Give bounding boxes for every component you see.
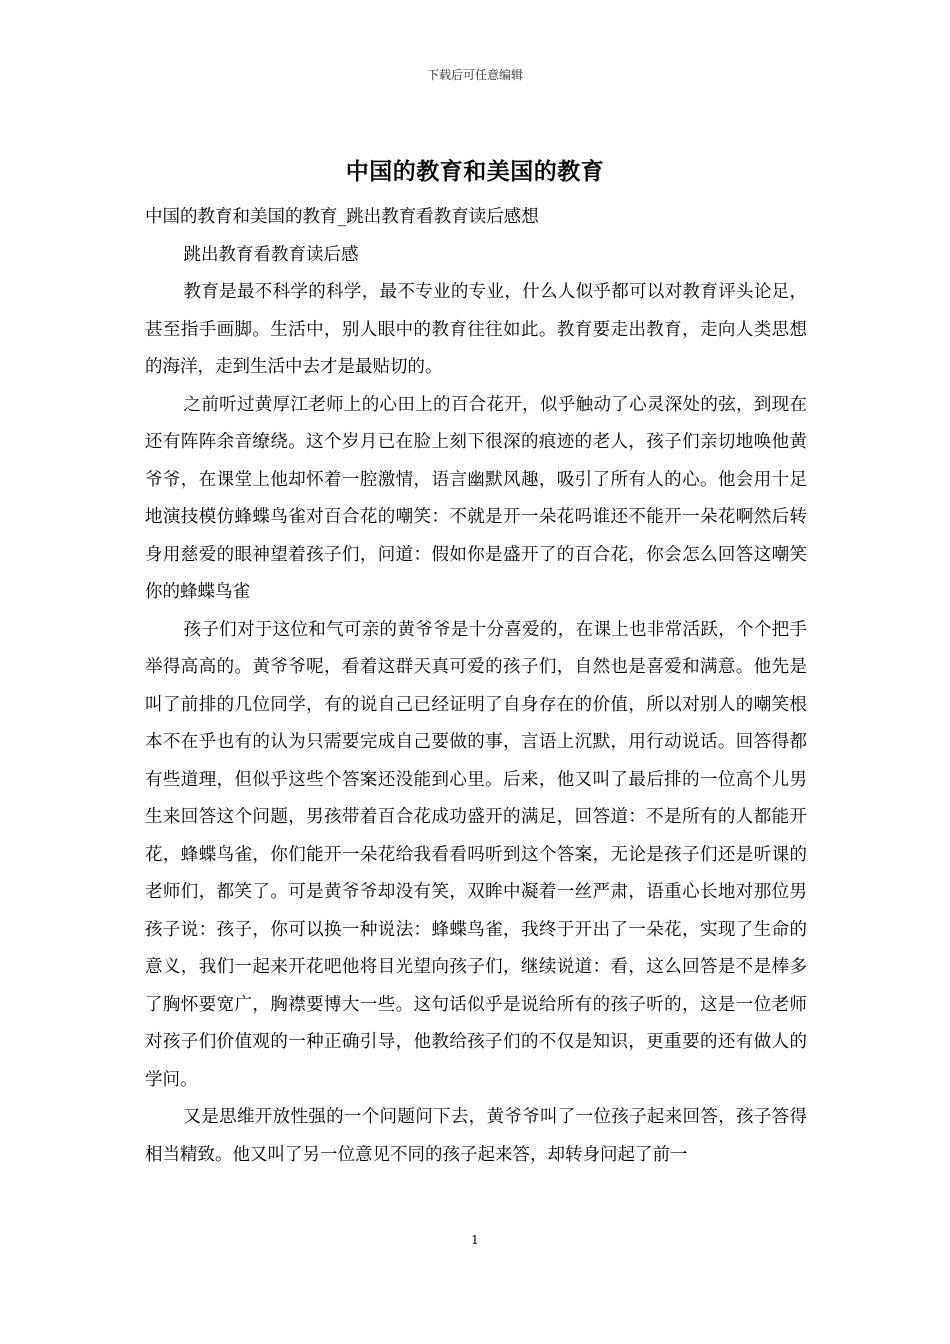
header-note: 下载后可任意编辑 [426, 68, 523, 82]
paragraph: 教育是最不科学的科学，最不专业的专业，什么人似乎都可以对教育评头论足，甚至指手画脚。生活中，别人眼中的教育往往如此。教育要走出教育，走向人类思想的海洋，走到生活中去才是最贴切的。 [145, 282, 807, 377]
paragraph: 又是思维开放性强的一个问题问下去，黄爷爷叫了一位孩子起来回答，孩子答得相当精致。他又叫了另一位意见不同的孩子起来答，却转身问起了前一 [145, 1107, 807, 1165]
section-heading: 跳出教育看教育读后感 [183, 244, 359, 265]
document-body [145, 199, 807, 1174]
paragraph: 孩子们对于这位和气可亲的黄爷爷是十分喜爱的，在课上也非常活跃，个个把手举得高高的。黄爷爷呢，看着这群天真可爱的孩子们，自然也是喜爱和满意。他先是叫了前排的几位同学，有的说自己已经证明了自身存在的价值，所以对别人的嘲笑根本不在乎也有的认为只需要完成自己要做的事，言语上沉默，用行动说话。回答得都有些道理，但似乎这些个答案还没能到心里。后来，他又叫了最后排的一位高个儿男生来回答这个问题，男孩带着百合花成功盛开的满足，回答道：不是所有的人都能开花，蜂蝶鸟雀，你们能开一朵花给我看看吗听到这个答案，无论是孩子们还是听课的老师们，都笑了。可是黄爷爷却没有笑，双眸中凝着一丝严肃，语重心长地对那位男孩子说：孩子，你可以换一种说法：蜂蝶鸟雀，我终于开出了一朵花，实现了生命的意义，我们一起来开花吧他将目光望向孩子们，继续说道：看，这么回答是不是棒多了胸怀要宽广，胸襟要博大一些。这句话似乎是说给所有的孩子听的，这是一位老师对孩子们价值观的一种正确引导，他教给孩子们的不仅是知识，更重要的还有做人的学问。 [145, 619, 807, 1090]
subtitle-line: 中国的教育和美国的教育_跳出教育看教育读后感想 [145, 207, 539, 227]
paragraph: 之前听过黄厚江老师上的心田上的百合花开，似乎触动了心灵深处的弦，到现在还有阵阵余音缭绕。这个岁月已在脸上刻下很深的痕迹的老人，孩子们亲切地唤他黄爷爷，在课堂上他却怀着一腔激情，语言幽默风趣，吸引了所有人的心。他会用十足地演技模仿蜂蝶鸟雀对百合花的嘲笑：不就是开一朵花吗谁还不能开一朵花啊然后转身用慈爱的眼神望着孩子们，问道：假如你是盛开了的百合花，你会怎么回答这嘲笑你的蜂蝶鸟雀 [145, 394, 807, 602]
page-number: 1 [471, 1233, 479, 1247]
document-title: 中国的教育和美国的教育 [345, 158, 605, 185]
